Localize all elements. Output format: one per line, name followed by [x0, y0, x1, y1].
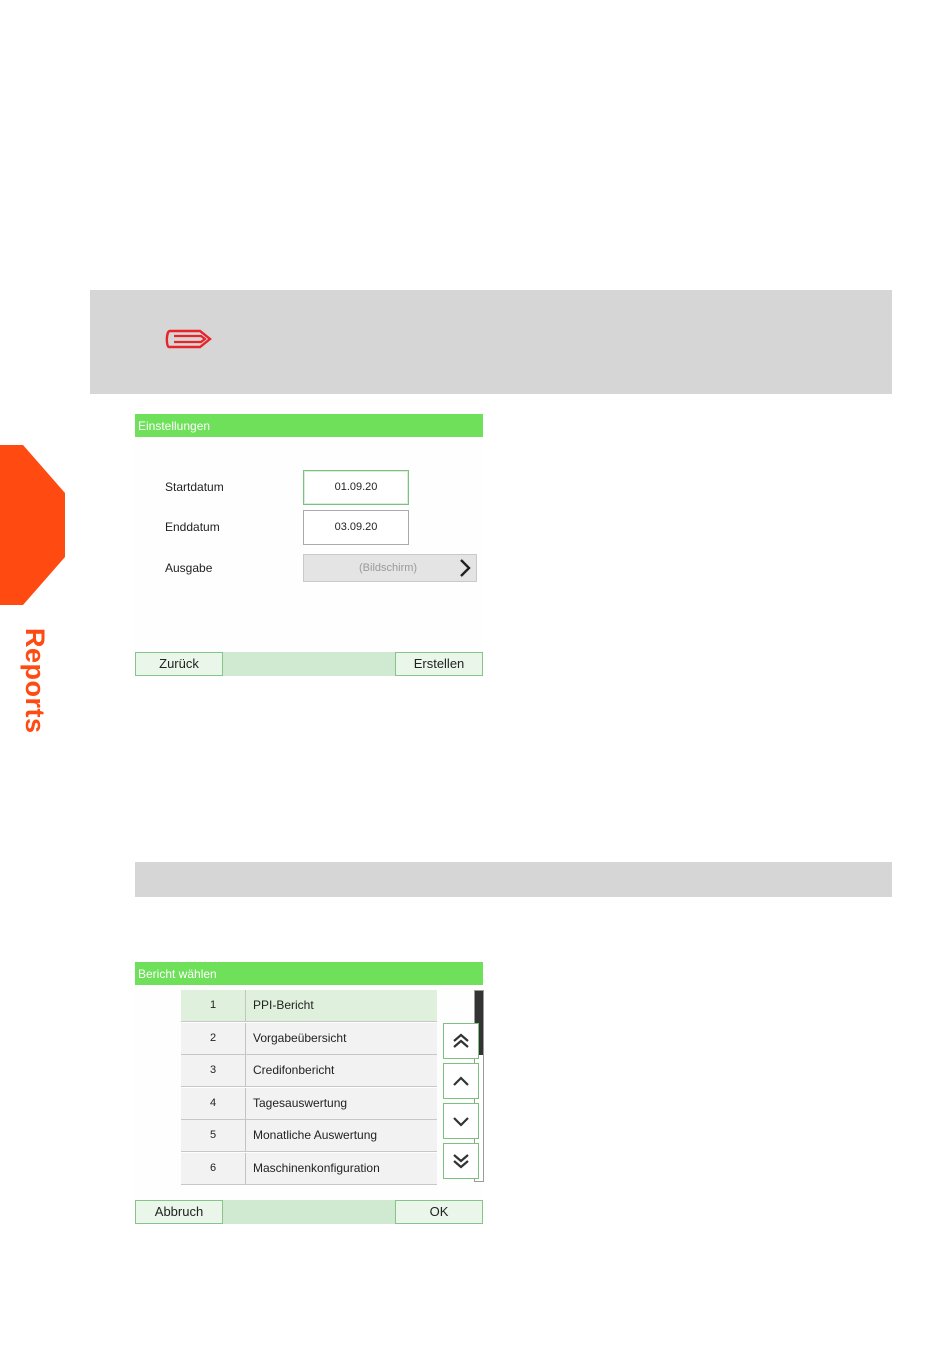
back-button[interactable]: Zurück: [135, 652, 223, 676]
start-date-label: Startdatum: [165, 480, 224, 494]
item-number: 3: [181, 1055, 246, 1086]
report-list: [181, 990, 437, 1186]
footer-bar: [135, 652, 483, 676]
note-box: [90, 290, 892, 394]
create-button[interactable]: Erstellen: [395, 652, 483, 676]
ok-button[interactable]: OK: [395, 1200, 483, 1224]
screen-title: Einstellungen: [135, 414, 483, 437]
list-item[interactable]: [181, 1120, 437, 1152]
output-select[interactable]: [303, 554, 477, 582]
scroll-down-button[interactable]: [443, 1103, 479, 1139]
paperclip-icon: [164, 328, 214, 355]
screen-title: Bericht wählen: [135, 962, 483, 985]
scroll-up-button[interactable]: [443, 1063, 479, 1099]
start-date-field[interactable]: 01.09.20: [303, 470, 409, 505]
item-number: 2: [181, 1023, 246, 1054]
side-tab-marker: [0, 445, 65, 605]
item-name: Monatliche Auswertung: [253, 1128, 378, 1143]
footer-bar: [135, 1200, 483, 1224]
gray-bar: [135, 862, 892, 897]
output-label: Ausgabe: [165, 561, 213, 575]
item-name: Credifonbericht: [253, 1063, 335, 1078]
report-select-screen: [135, 962, 483, 1224]
output-value: (Bildschirm): [359, 562, 418, 574]
item-number: 1: [181, 990, 246, 1021]
chevron-right-icon: [458, 557, 472, 589]
item-name: Tagesauswertung: [253, 1095, 348, 1110]
list-item[interactable]: [181, 1088, 437, 1120]
settings-screen: [135, 414, 483, 676]
page-down-button[interactable]: [443, 1143, 479, 1179]
item-number: 6: [181, 1153, 246, 1184]
item-name: PPI-Bericht: [253, 998, 314, 1012]
end-date-field[interactable]: 03.09.20: [303, 510, 409, 545]
end-date-label: Enddatum: [165, 520, 220, 534]
item-name: Vorgabeübersicht: [253, 1030, 347, 1045]
item-number: 4: [181, 1088, 246, 1119]
list-item[interactable]: [181, 1153, 437, 1185]
list-item[interactable]: [181, 1055, 437, 1087]
cancel-button[interactable]: Abbruch: [135, 1200, 223, 1224]
list-item[interactable]: [181, 990, 437, 1022]
list-item[interactable]: [181, 1023, 437, 1055]
side-tab-label: Reports: [20, 628, 50, 734]
item-number: 5: [181, 1120, 246, 1151]
page-up-button[interactable]: [443, 1023, 479, 1059]
item-name: Maschinenkonfiguration: [253, 1160, 380, 1175]
